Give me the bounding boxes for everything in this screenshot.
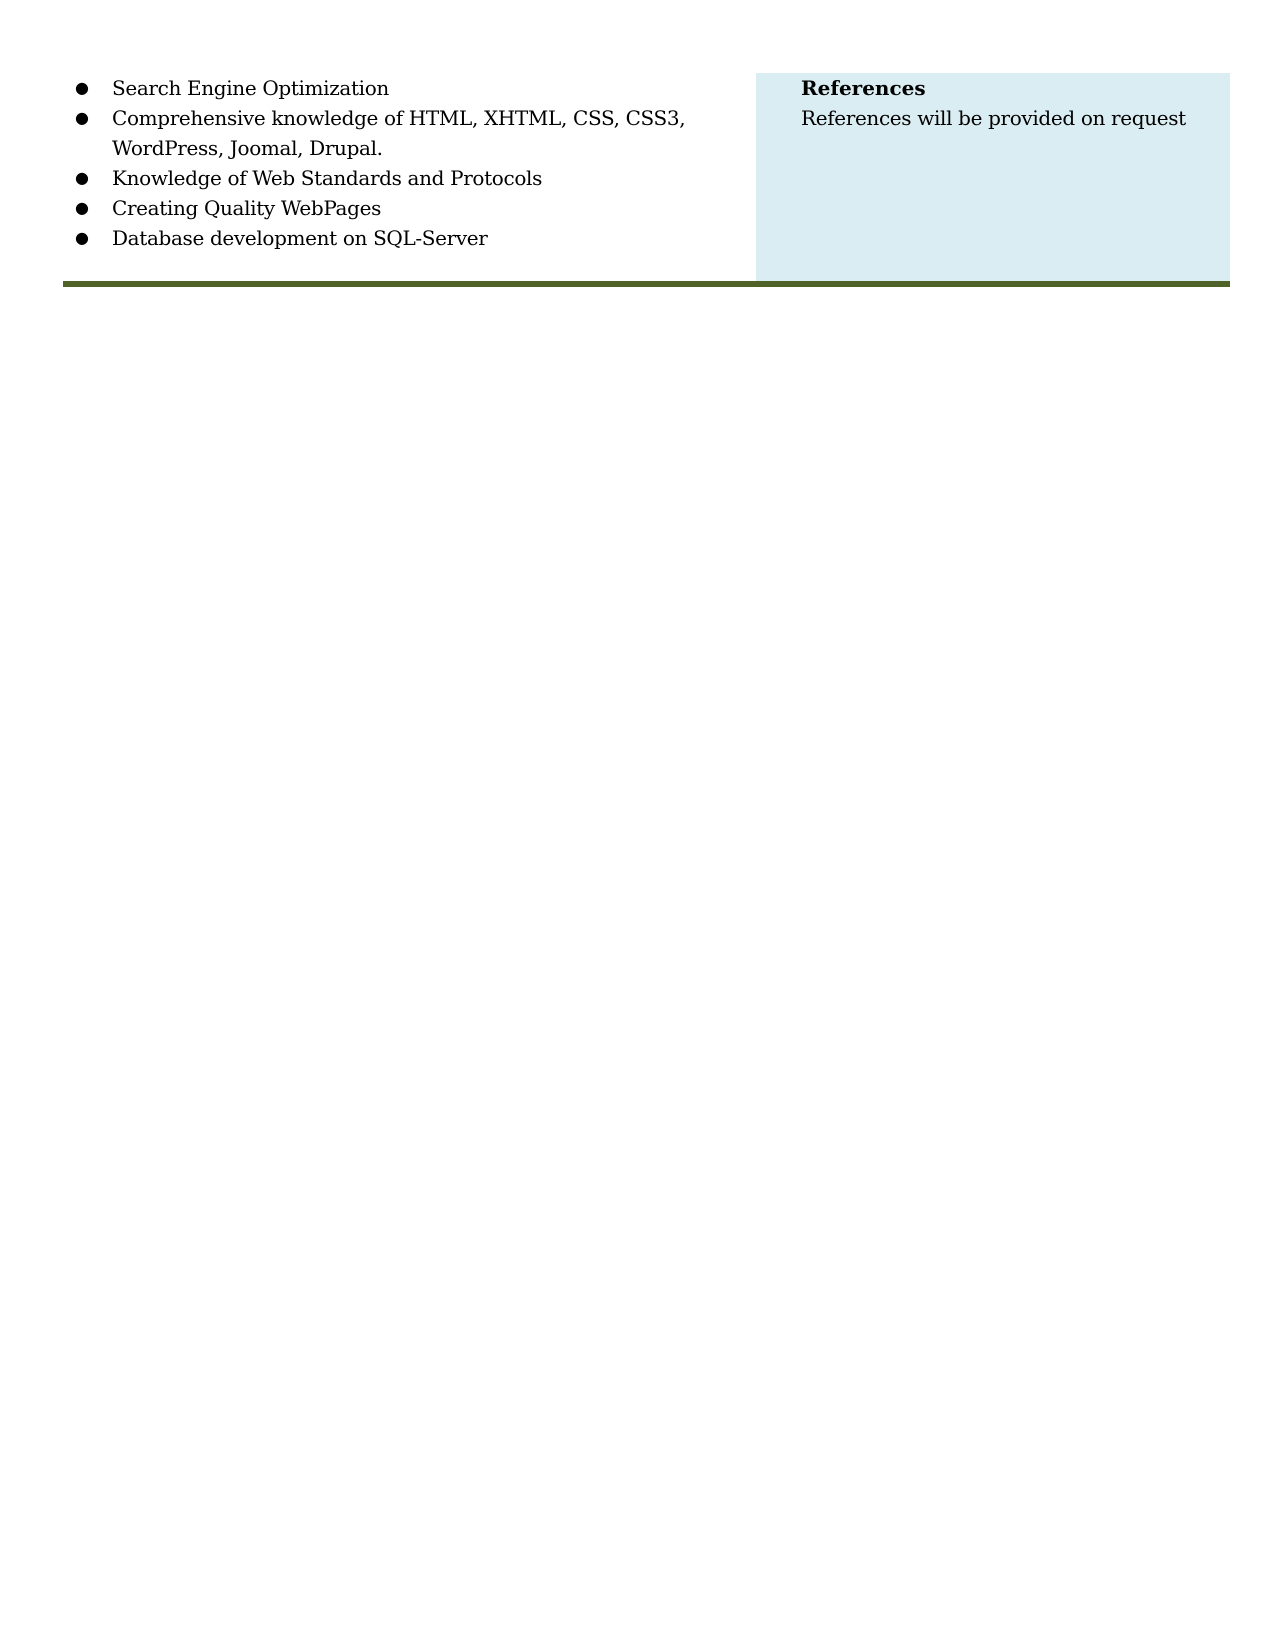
- bullet-icon: ●: [75, 108, 89, 127]
- skill-item-seo: [63, 73, 732, 103]
- skill-item-webpages: [63, 193, 732, 223]
- skill-text: Database development on SQL-Server: [112, 226, 488, 250]
- skill-item-web-technologies: [63, 103, 732, 163]
- bullet-icon: ●: [75, 228, 89, 247]
- skills-references-row: [63, 73, 1230, 281]
- skill-text: Creating Quality WebPages: [112, 196, 381, 220]
- references-text: References will be provided on request: [801, 106, 1186, 130]
- skills-column: [63, 73, 756, 281]
- resume-page: [63, 73, 1230, 281]
- references-heading: References: [801, 76, 926, 100]
- references-panel: [756, 73, 1230, 281]
- skill-text: Comprehensive knowledge of HTML, XHTML, CSS, CSS3, WordPress, Joomal, Drupal.: [112, 106, 686, 160]
- section-divider-rule: [63, 281, 1230, 287]
- skill-text: Search Engine Optimization: [112, 76, 389, 100]
- skill-item-database: [63, 223, 732, 253]
- skill-text: Knowledge of Web Standards and Protocols: [112, 166, 542, 190]
- skills-list: [63, 73, 756, 253]
- bullet-icon: ●: [75, 168, 89, 187]
- bullet-icon: ●: [75, 78, 89, 97]
- skill-item-web-standards: [63, 163, 732, 193]
- bullet-icon: ●: [75, 198, 89, 217]
